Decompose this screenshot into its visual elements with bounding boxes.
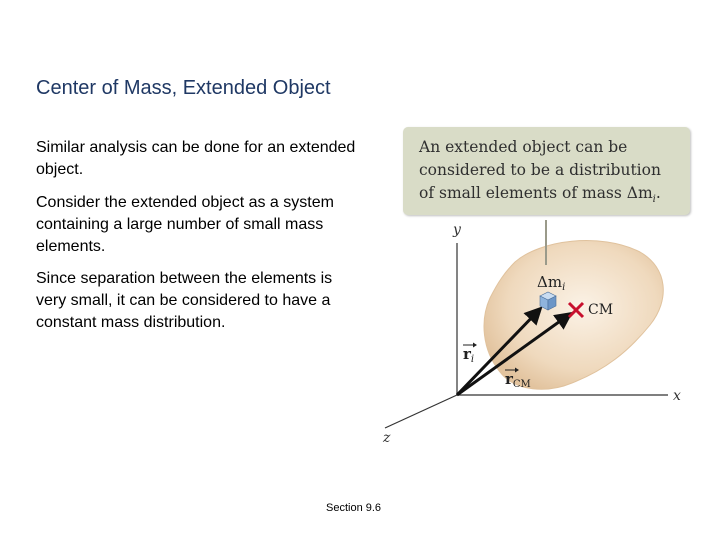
paragraph-1: Similar analysis can be done for an extended object.	[36, 139, 356, 178]
dm-label: $\Delta m_i$	[537, 273, 566, 293]
callout-line-1: An extended object can be	[419, 138, 628, 156]
svg-text:ri: $r_i$	[463, 345, 475, 365]
section-footer: Section 9.6	[326, 502, 382, 514]
slide-title: Center of Mass, Extended Object	[36, 77, 331, 99]
paragraph-2: Consider the extended object as a system containing a large number of small mass elements.	[36, 194, 334, 255]
callout-line-3: of small elements of mass $\Delta m_i$.	[419, 184, 661, 206]
ri-label	[463, 343, 477, 366]
paragraph-3: Since separation between the elements is very small, it can be considered to have a constant mass distribution.	[36, 270, 333, 331]
cm-label: CM	[588, 302, 614, 318]
z-axis-label: z	[383, 430, 391, 446]
z-axis	[385, 395, 457, 428]
mass-element-cube	[540, 292, 556, 310]
svg-text:rCM: $r_{CM}$	[505, 370, 531, 390]
x-axis-label: x	[673, 388, 681, 404]
extended-object-blob	[484, 241, 663, 390]
y-axis-label: y	[453, 222, 461, 238]
callout-box	[403, 127, 690, 215]
callout-line-2: considered to be a distribution	[419, 161, 661, 179]
